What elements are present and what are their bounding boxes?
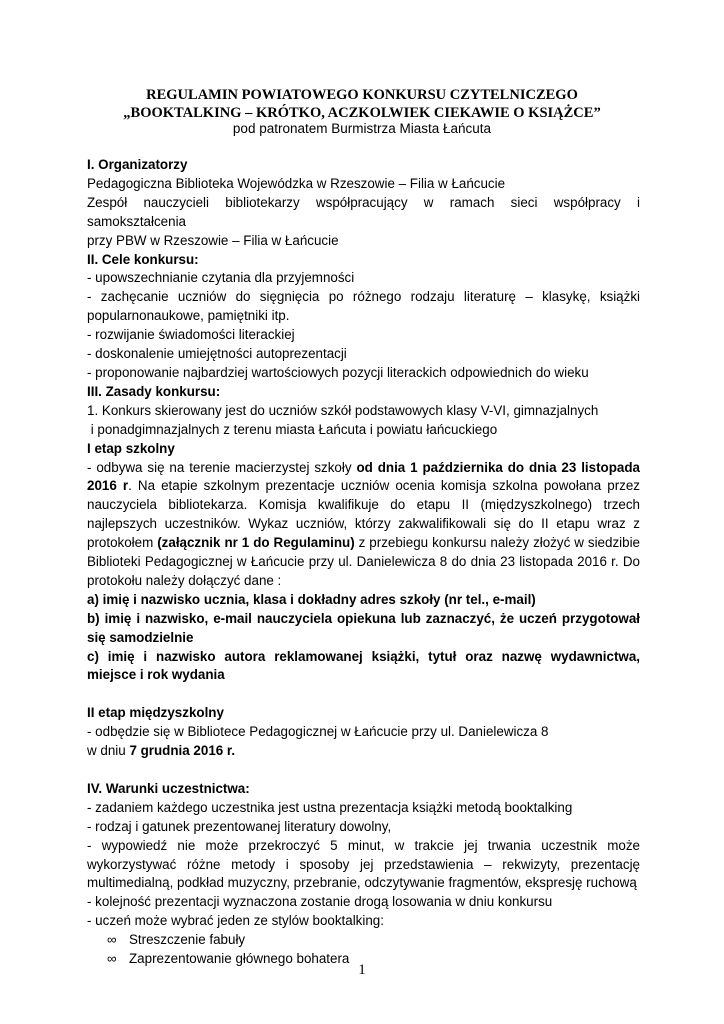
stage-2-location: - odbędzie się w Bibliotece Pedagogicznej w Łańcucie przy ul. Danielewicza 8 (87, 724, 549, 740)
stage-1-heading: I etap szkolny (87, 440, 175, 456)
condition-item: - kolejność prezentacji wyznaczona zostanie drogą losowania w dniu konkursu (87, 894, 553, 910)
document-body (87, 156, 640, 969)
infinity-bullet-icon: ∞ (107, 932, 117, 948)
organizer-line: Zespół nauczycieli bibliotekarzy współpracujący w ramach sieci współpracy i samokształcenia (87, 194, 640, 229)
goal-item: - rozwijanie świadomości literackiej (87, 327, 295, 343)
document-subtitle: pod patronatem Burmistrza Miasta Łańcuta (232, 121, 492, 136)
stage-1-text: z przebiegu konkursu należy złożyć w siedzibie Biblioteki Pedagogicznej w Łańcucie przy ul. Danielewicza 8 do dnia 23 listopada 2016 r. Do protokołu należy dołączyć dane : (87, 535, 640, 588)
goal-item-continued: popularnonaukowe, pamiętniki itp. (87, 308, 290, 324)
section-heading-conditions: IV. Warunki uczestnictwa: (87, 780, 250, 796)
section-heading-rules: III. Zasady konkursu: (87, 383, 221, 399)
stage-2-date-line (87, 742, 640, 761)
organizer-line: przy PBW w Rzeszowie – Filia w Łańcucie (87, 232, 339, 248)
section-heading-organizers: I. Organizatorzy (87, 157, 188, 172)
annex-reference: (załącznik nr 1 do Regulaminu) (157, 535, 355, 551)
stage-1-dates: od dnia 1 października do dnia 23 listopada 2016 r (87, 459, 640, 494)
required-data-b: b) imię i nazwisko, e-mail nauczyciela opiekuna lub zaznaczyć, że uczeń przygotował się samodzielnie (87, 610, 640, 645)
booktalking-style: Zaprezentowanie głównego bohatera (129, 951, 350, 967)
stage-1-paragraph (87, 459, 640, 591)
document-title-line-2: „BOOKTALKING – KRÓTKO, ACZKOLWIEK CIEKAWIE O KSIĄŻCE” (123, 105, 601, 121)
stage-1-text: - odbywa się na terenie macierzystej szkoły (87, 459, 357, 475)
booktalking-style: Streszczenie fabuły (129, 932, 246, 948)
infinity-bullet-icon: ∞ (107, 951, 117, 967)
page-number: 1 (358, 962, 366, 978)
stage-1-text: . Na etapie szkolnym prezentacje uczniów ocenia komisja szkolna powołana przez nauczyciela bibliotekarza. Komisja kwalifikuje do etapu II (międzyszkolnego) trzech najlepszych uczestników. Wykaz uczniów, którzy zakwalifikowali się do II etapu wraz z protokołem (87, 478, 640, 551)
rules-paragraph-continued: i ponadgimnazjalnych z terenu miasta Łańcuta i powiatu łańcuckiego (87, 421, 498, 437)
goal-item: - upowszechnianie czytania dla przyjemności (87, 270, 355, 286)
list-item (87, 931, 640, 950)
goal-item: - doskonalenie umiejętności autoprezentacji (87, 346, 347, 362)
condition-item: - zadaniem każdego uczestnika jest ustna prezentacja książki metodą booktalking (87, 799, 573, 815)
stage-2-date-prefix: w dniu (87, 743, 130, 759)
stage-2-heading: II etap międzyszkolny (87, 705, 224, 721)
spacer (87, 761, 640, 780)
condition-item: - wypowiedź nie może przekroczyć 5 minut, w trakcie jej trwania uczestnik może wykorzystywać różne metody i sposoby jej przedstawienia – rekwizyty, prezentację multimedialną, podkład muzyczny, przebranie, odczytywanie fragmentów, ekspresję ruchową (87, 837, 640, 891)
condition-item: - uczeń może wybrać jeden ze stylów booktalking: (87, 913, 384, 929)
organizer-line: Pedagogiczna Biblioteka Wojewódzka w Rzeszowie – Filia w Łańcucie (87, 175, 506, 191)
document-title-line-1: REGULAMIN POWIATOWEGO KONKURSU CZYTELNICZEGO (146, 87, 578, 103)
required-data-c: c) imię i nazwisko autora reklamowanej książki, tytuł oraz nazwę wydawnictwa, miejsce i rok wydania (87, 648, 640, 683)
stage-2-date: 7 grudnia 2016 r. (129, 743, 236, 759)
rules-paragraph: 1. Konkurs skierowany jest do uczniów szkół podstawowych klasy V-VI, gimnazjalnych (87, 402, 599, 418)
spacer (87, 685, 640, 704)
goal-item: - proponowanie najbardziej wartościowych pozycji literackich odpowiednich do wieku (87, 364, 589, 380)
required-data-a: a) imię i nazwisko ucznia, klasa i dokładny adres szkoły (nr tel., e-mail) (87, 591, 536, 607)
section-heading-goals: II. Cele konkursu: (87, 251, 199, 267)
condition-item: - rodzaj i gatunek prezentowanej literatury dowolny, (87, 818, 392, 834)
goal-item: - zachęcanie uczniów do sięgnięcia po różnego rodzaju literaturę – klasykę, książki (87, 289, 640, 305)
